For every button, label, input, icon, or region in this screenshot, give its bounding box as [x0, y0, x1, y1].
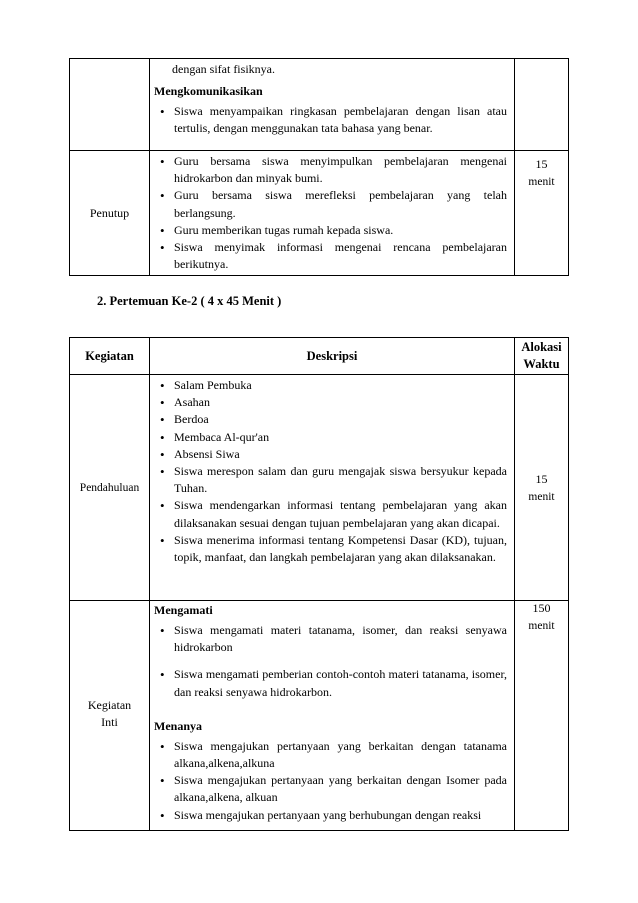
table-header-row: [70, 338, 569, 375]
list-item: • Berdoa: [154, 411, 507, 428]
kegiatan-cell: [70, 59, 150, 151]
alokasi-unit: menit: [528, 491, 555, 503]
deskripsi-cell: [150, 151, 515, 276]
alokasi-cell: [515, 375, 569, 601]
list: [154, 622, 507, 701]
deskripsi-cell: [150, 59, 515, 151]
deskripsi-cell: [150, 601, 515, 831]
list: [154, 377, 507, 566]
list: [154, 153, 507, 273]
list-item: • Siswa mendengarkan informasi tentang pembelajaran yang akan dilaksanakan sesuai dengan tujuan pembelajaran yang akan dicapai.: [154, 497, 507, 531]
list-item: • Guru bersama siswa menyimpulkan pembelajaran mengenai hidrokarbon dan minyak bumi.: [154, 153, 507, 187]
section-heading: 2. Pertemuan Ke-2 ( 4 x 45 Menit ): [97, 294, 282, 308]
list-item: • Siswa mengamati pemberian contoh-contoh materi tatanama, isomer, dan reaksi senyawa hidrokarbon.: [154, 666, 507, 700]
header-kegiatan: Kegiatan: [70, 338, 150, 375]
list-item: • Salam Pembuka: [154, 377, 507, 394]
table-row: [70, 601, 569, 831]
alokasi-value: 150: [532, 601, 551, 615]
header-alokasi: Alokasi Waktu: [515, 338, 569, 375]
alokasi-cell: [515, 151, 569, 276]
alokasi-unit: menit: [528, 620, 555, 632]
mengkomunikasikan-heading: Mengkomunikasikan: [154, 84, 263, 98]
list-item: • Guru memberikan tugas rumah kepada siswa.: [154, 222, 507, 239]
kegiatan-inti-label: [70, 601, 150, 831]
table-pertemuan-2: [69, 337, 569, 831]
alokasi-cell: [515, 601, 569, 831]
list-item: • Siswa mengamati materi tatanama, isomer, dan reaksi senyawa hidrokarbon: [154, 622, 507, 656]
penutup-label: Penutup: [70, 151, 150, 276]
list-item: • Siswa mengajukan pertanyaan yang berkaitan dengan Isomer pada alkana,alkena, alkuan: [154, 772, 507, 806]
list-item: • Asahan: [154, 394, 507, 411]
list-item: • Siswa mengajukan pertanyaan yang berhubungan dengan reaksi: [154, 807, 507, 824]
table-penutup: [69, 58, 569, 276]
list-item: • Siswa menyampaikan ringkasan pembelajaran dengan lisan atau tertulis, dengan menggunakan tata bahasa yang benar.: [154, 103, 507, 137]
list: [154, 738, 507, 824]
list-item: • Siswa merespon salam dan guru mengajak siswa bersyukur kepada Tuhan.: [154, 463, 507, 497]
alokasi-unit: menit: [528, 176, 555, 188]
pendahuluan-label: Pendahuluan: [70, 375, 150, 601]
table-row: [70, 59, 569, 151]
kegiatan-inti-text: Kegiatan Inti: [87, 698, 132, 729]
alokasi-cell: [515, 59, 569, 151]
mengamati-heading: Mengamati: [154, 603, 213, 617]
deskripsi-cell: [150, 375, 515, 601]
list-item: • Membaca Al-qur'an: [154, 429, 507, 446]
list-item: • Siswa menerima informasi tentang Kompetensi Dasar (KD), tujuan, topik, manfaat, dan langkah pembelajaran yang akan dilaksanakan.: [154, 532, 507, 566]
alokasi-value: 15: [535, 472, 548, 486]
list-item: • Siswa mengajukan pertanyaan yang berkaitan dengan tatanama alkana,alkena,alkuna: [154, 738, 507, 772]
table-row: [70, 375, 569, 601]
list-item: • Absensi Siwa: [154, 446, 507, 463]
menanya-heading: Menanya: [154, 718, 202, 733]
continued-text: dengan sifat fisiknya.: [172, 62, 275, 76]
table-row: [70, 151, 569, 276]
list-item: • Guru bersama siswa merefleksi pembelajaran yang telah berlangsung.: [154, 187, 507, 221]
header-deskripsi: Deskripsi: [150, 338, 515, 375]
list: [154, 103, 507, 137]
alokasi-value: 15: [535, 157, 548, 171]
list-item: • Siswa menyimak informasi mengenai rencana pembelajaran berikutnya.: [154, 239, 507, 273]
